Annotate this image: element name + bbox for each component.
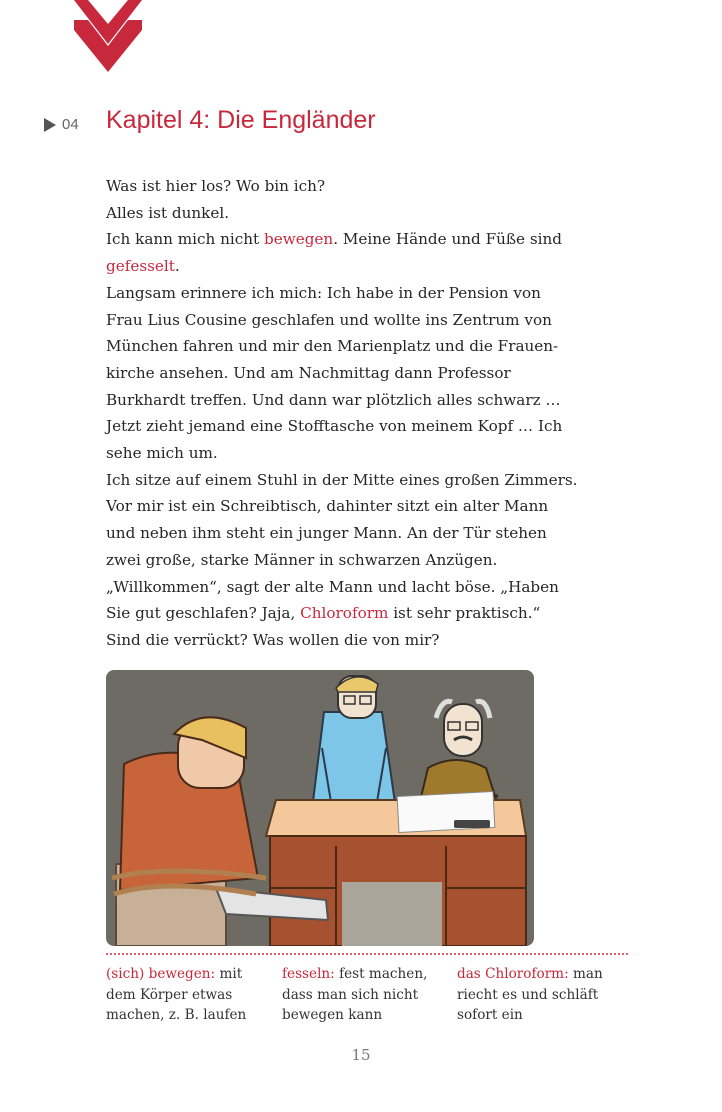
vocab-highlight: gefesselt xyxy=(106,257,175,276)
text-line xyxy=(106,200,606,227)
glossary-text: dass man sich nicht xyxy=(282,986,419,1003)
text-line xyxy=(106,253,606,280)
text-line xyxy=(106,173,606,200)
story-text xyxy=(106,173,606,654)
glossary-term: (sich) bewegen: xyxy=(106,966,216,982)
text-segment: kirche ansehen. Und am Nachmittag dann Professor xyxy=(106,363,511,382)
text-segment: und neben ihm steht ein junger Mann. An der Tür stehen xyxy=(106,524,547,543)
text-line xyxy=(106,467,606,494)
text-segment: Burkhardt treffen. Und dann war plötzlich alles schwarz … xyxy=(106,390,561,409)
divider-line xyxy=(106,953,628,955)
glossary-text: riecht es und schläft xyxy=(457,986,599,1003)
text-line xyxy=(106,280,606,307)
glossary-text: fest machen, xyxy=(334,966,428,982)
glossary-text: mit xyxy=(215,966,243,982)
text-segment: Was ist hier los? Wo bin ich? xyxy=(106,177,326,195)
play-icon[interactable] xyxy=(44,118,56,132)
text-line xyxy=(106,333,606,360)
glossary-text: sofort ein xyxy=(457,1007,523,1023)
text-line xyxy=(106,307,606,334)
text-segment: ist sehr praktisch.“ xyxy=(388,604,541,623)
text-segment: . xyxy=(174,257,180,276)
text-segment: „Willkommen“, sagt der alte Mann und lacht böse. „Haben xyxy=(106,577,559,596)
text-line xyxy=(106,547,606,574)
chapter-title: Kapitel 4: Die Engländer xyxy=(106,106,376,134)
text-segment: Ich kann mich nicht xyxy=(106,230,264,249)
vocab-highlight: Chloroform xyxy=(300,604,389,623)
text-line xyxy=(106,360,606,387)
text-segment: Sind die verrückt? Was wollen die von mir? xyxy=(106,630,440,649)
text-segment: Vor mir ist ein Schreibtisch, dahinter sitzt ein alter Mann xyxy=(106,497,549,516)
text-segment: zwei große, starke Männer in schwarzen Anzügen. xyxy=(106,550,498,569)
glossary-term: fesseln: xyxy=(282,966,335,982)
track-number: 04 xyxy=(62,116,79,133)
illustration-interrogation xyxy=(106,668,628,946)
text-line xyxy=(106,520,606,547)
glossary-text: man xyxy=(568,966,603,982)
glossary-entry xyxy=(282,964,452,1026)
text-line xyxy=(106,627,606,654)
red-chevron-icon xyxy=(74,0,142,72)
text-segment: sehe mich um. xyxy=(106,444,218,463)
text-segment: Jetzt zieht jemand eine Stofftasche von meinem Kopf … Ich xyxy=(106,417,563,436)
text-segment: Langsam erinnere ich mich: Ich habe in der Pension von xyxy=(106,283,541,302)
glossary-text: bewegen kann xyxy=(282,1007,383,1023)
text-line xyxy=(106,226,606,253)
text-segment: Ich sitze auf einem Stuhl in der Mitte eines großen Zimmers. xyxy=(106,470,578,489)
glossary-text: dem Körper etwas xyxy=(106,986,233,1003)
text-segment: München fahren und mir den Marienplatz und die Frauen- xyxy=(106,337,559,356)
text-line xyxy=(106,440,606,467)
glossary-text: machen, z. B. laufen xyxy=(106,1007,247,1023)
text-segment: Frau Lius Cousine geschlafen und wollte ins Zentrum von xyxy=(106,310,552,329)
glossary-entry xyxy=(457,964,627,1026)
page-number: 15 xyxy=(351,1046,371,1064)
text-line xyxy=(106,387,606,414)
text-segment: . Meine Hände und Füße sind xyxy=(333,230,563,249)
glossary-term: das Chloroform: xyxy=(457,966,569,982)
text-line xyxy=(106,493,606,520)
text-line xyxy=(106,413,606,440)
text-line xyxy=(106,574,606,601)
text-line xyxy=(106,600,606,627)
audio-track[interactable] xyxy=(44,116,79,133)
vocab-highlight: bewegen xyxy=(264,230,334,249)
text-segment: Alles ist dunkel. xyxy=(106,203,230,222)
glossary-entry xyxy=(106,964,276,1026)
text-segment: Sie gut geschlafen? Jaja, xyxy=(106,604,301,623)
